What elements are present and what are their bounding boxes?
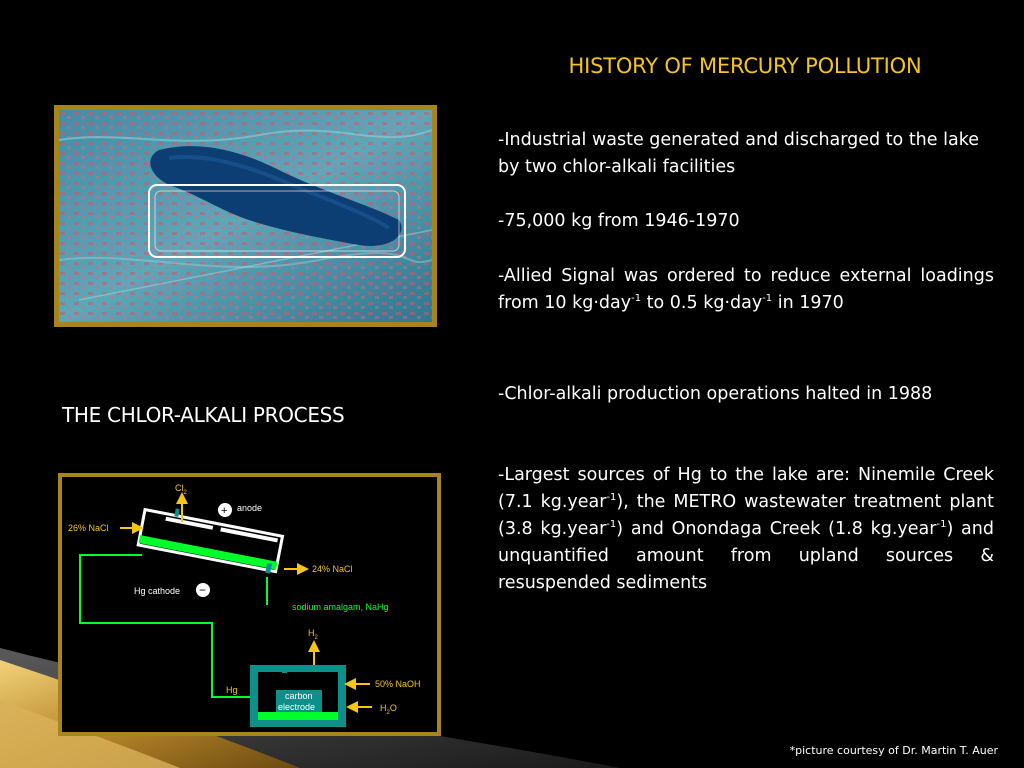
h2o-label [380, 703, 397, 716]
h2o-h: H [380, 703, 387, 713]
hg-label: Hg [226, 685, 238, 695]
anode-label: anode [237, 503, 263, 513]
plus-sign: + [221, 505, 228, 517]
h2o-o: O [389, 703, 397, 713]
bullet-4: -Chlor-alkali production operations halted in 1988 [498, 384, 933, 404]
minus-sign: − [199, 583, 207, 597]
nacl-in-label: 26% NaCl [68, 523, 109, 533]
bullet-5 [498, 462, 994, 597]
nacl-out-label: 24% NaCl [312, 564, 353, 574]
bullet-5-text-a: -Largest sources of Hg to the lake are: Ninemile Creek (7.1 kg.year [498, 465, 994, 512]
picture-credit: *picture courtesy of Dr. Martin T. Auer [789, 744, 998, 757]
bullet-5-text-b: ), the METRO wastewater treatment plant (3.8 kg.year [498, 492, 994, 539]
bullet-3-text-c: in 1970 [772, 293, 844, 313]
naoh-label: 50% NaOH [375, 679, 421, 689]
carbon-label-1: carbon [285, 691, 313, 701]
bullet-2: -75,000 kg from 1946-1970 [498, 211, 740, 231]
h2-text: H [308, 628, 315, 638]
h2-label [308, 628, 319, 641]
cl2-sub: 2 [183, 490, 187, 496]
bullet-5-sup-c: -1 [936, 519, 947, 531]
bullet-1: -Industrial waste generated and discharged to the lake by two chlor-alkali facilities [498, 130, 979, 177]
hg-cathode-label: Hg cathode [134, 586, 181, 596]
bullet-3-text-a: -Allied Signal was ordered to reduce external loadings from 10 kg·day [498, 266, 994, 313]
satellite-photo [54, 105, 437, 327]
electrolytic-cell [138, 503, 284, 575]
bullet-5-sup-b: -1 [606, 519, 617, 531]
cl2-text: Cl [175, 483, 184, 493]
h2o-sub: 2 [386, 710, 390, 716]
chlor-alkali-diagram [58, 473, 441, 736]
amalgam-label: sodium amalgam, NaHg [292, 602, 389, 612]
bullet-5-text-d: ) and unquantified amount from upland sources & resuspended sediments [498, 519, 994, 593]
bullet-3-sup-b: -1 [762, 293, 773, 305]
bullet-3-sup-a: -1 [631, 293, 642, 305]
section-title: THE CHLOR-ALKALI PROCESS [62, 403, 345, 427]
h2-sub: 2 [314, 635, 318, 641]
bullet-5-text-c: ) and Onondaga Creek (1.8 kg.year [616, 519, 937, 539]
bullet-5-sup-a: -1 [606, 492, 617, 504]
carbon-label-2: electrode [278, 702, 316, 712]
bullet-3-text-b: to 0.5 kg·day [641, 293, 763, 313]
bullet-3 [498, 263, 994, 317]
slide-title: HISTORY OF MERCURY POLLUTION [568, 54, 922, 78]
